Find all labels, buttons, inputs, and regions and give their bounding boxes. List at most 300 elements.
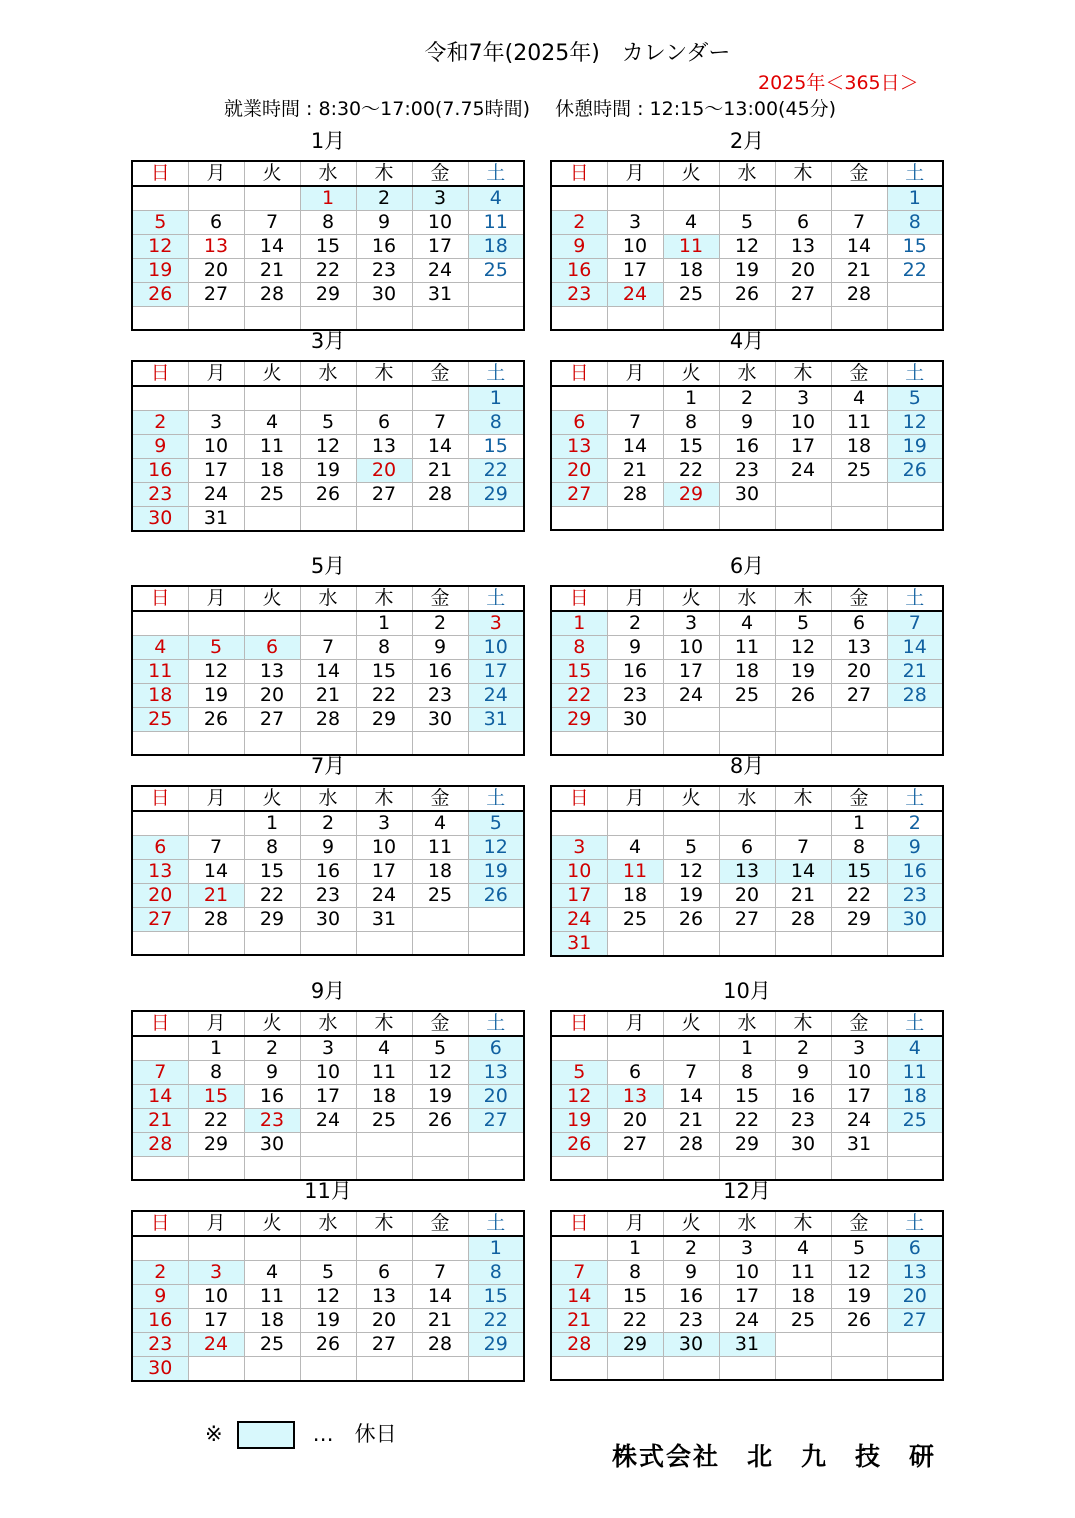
day-cell xyxy=(468,908,524,932)
day-cell: 25 xyxy=(468,259,524,283)
day-cell xyxy=(188,1236,244,1261)
day-cell: 15 xyxy=(468,1285,524,1309)
day-cell xyxy=(775,507,831,531)
weekday-header: 土 xyxy=(468,1211,524,1236)
day-cell: 12 xyxy=(887,411,943,435)
day-cell xyxy=(719,732,775,756)
weekday-header: 月 xyxy=(607,1011,663,1036)
day-cell: 21 xyxy=(607,459,663,483)
day-cell: 28 xyxy=(607,483,663,507)
day-cell xyxy=(244,186,300,211)
day-cell xyxy=(607,1357,663,1381)
day-cell: 10 xyxy=(468,636,524,660)
day-cell: 20 xyxy=(188,259,244,283)
day-cell: 26 xyxy=(132,283,188,307)
day-cell xyxy=(887,507,943,531)
day-cell: 15 xyxy=(663,435,719,459)
day-cell: 25 xyxy=(244,1333,300,1357)
day-cell: 16 xyxy=(607,660,663,684)
day-cell xyxy=(719,507,775,531)
day-cell: 3 xyxy=(188,411,244,435)
weekday-header: 金 xyxy=(831,586,887,611)
day-cell: 19 xyxy=(663,884,719,908)
day-cell: 30 xyxy=(244,1133,300,1157)
day-cell: 23 xyxy=(663,1309,719,1333)
weekday-header: 土 xyxy=(468,1011,524,1036)
day-cell: 6 xyxy=(356,1261,412,1285)
day-cell: 19 xyxy=(300,1309,356,1333)
day-cell xyxy=(300,1357,356,1382)
day-cell: 14 xyxy=(412,435,468,459)
day-cell: 7 xyxy=(663,1061,719,1085)
month-name: 6月 xyxy=(729,554,765,578)
day-cell: 16 xyxy=(132,459,188,483)
day-cell: 7 xyxy=(607,411,663,435)
day-cell xyxy=(831,1157,887,1181)
working-hours: 就業時間 : 8:30～17:00(7.75時間) 休憩時間 : 12:15～13:00(45分) xyxy=(224,98,837,120)
weekday-header: 木 xyxy=(356,786,412,811)
day-cell xyxy=(412,386,468,411)
day-cell: 15 xyxy=(719,1085,775,1109)
day-cell: 8 xyxy=(300,211,356,235)
day-cell: 4 xyxy=(412,811,468,836)
day-cell: 29 xyxy=(356,708,412,732)
day-cell: 23 xyxy=(244,1109,300,1133)
day-cell: 9 xyxy=(887,836,943,860)
weekday-header: 水 xyxy=(719,586,775,611)
day-cell xyxy=(551,1236,607,1261)
day-cell: 9 xyxy=(775,1061,831,1085)
day-cell: 14 xyxy=(132,1085,188,1109)
month-name: 3月 xyxy=(310,329,346,353)
day-cell: 17 xyxy=(412,235,468,259)
day-cell: 12 xyxy=(188,660,244,684)
day-cell: 17 xyxy=(468,660,524,684)
day-cell xyxy=(607,1157,663,1181)
weekday-header: 火 xyxy=(663,586,719,611)
weekday-header: 木 xyxy=(356,361,412,386)
day-cell xyxy=(132,386,188,411)
day-cell xyxy=(244,1157,300,1181)
day-count: 2025年＜365日＞ xyxy=(758,72,919,94)
day-cell: 22 xyxy=(468,459,524,483)
day-cell: 18 xyxy=(663,259,719,283)
weekday-header: 金 xyxy=(412,361,468,386)
month-table xyxy=(131,785,525,956)
day-cell: 7 xyxy=(244,211,300,235)
day-cell: 18 xyxy=(607,884,663,908)
day-cell: 27 xyxy=(775,283,831,307)
day-cell: 22 xyxy=(607,1309,663,1333)
day-cell: 27 xyxy=(887,1309,943,1333)
day-cell: 27 xyxy=(551,483,607,507)
day-cell: 12 xyxy=(663,860,719,884)
day-cell xyxy=(188,307,244,331)
weekday-header: 月 xyxy=(188,786,244,811)
day-cell: 11 xyxy=(663,235,719,259)
day-cell xyxy=(300,386,356,411)
day-cell: 25 xyxy=(775,1309,831,1333)
weekday-header: 土 xyxy=(887,1211,943,1236)
day-cell: 8 xyxy=(663,411,719,435)
day-cell xyxy=(356,507,412,532)
day-cell xyxy=(468,1133,524,1157)
day-cell: 31 xyxy=(412,283,468,307)
weekday-header: 土 xyxy=(468,161,524,186)
day-cell: 17 xyxy=(188,459,244,483)
day-cell: 25 xyxy=(831,459,887,483)
day-cell xyxy=(468,307,524,331)
day-cell xyxy=(188,1357,244,1382)
day-cell: 2 xyxy=(775,1036,831,1061)
day-cell: 12 xyxy=(300,435,356,459)
day-cell: 2 xyxy=(663,1236,719,1261)
day-cell: 19 xyxy=(831,1285,887,1309)
day-cell: 15 xyxy=(551,660,607,684)
weekday-header: 土 xyxy=(887,361,943,386)
day-cell: 7 xyxy=(300,636,356,660)
day-cell: 27 xyxy=(132,908,188,932)
day-cell: 21 xyxy=(663,1109,719,1133)
month-10 xyxy=(550,978,944,1155)
day-cell: 20 xyxy=(887,1285,943,1309)
day-cell xyxy=(132,811,188,836)
day-cell: 21 xyxy=(244,259,300,283)
day-cell: 7 xyxy=(412,411,468,435)
day-cell: 22 xyxy=(887,259,943,283)
day-cell: 25 xyxy=(244,483,300,507)
day-cell: 2 xyxy=(300,811,356,836)
weekday-header: 火 xyxy=(663,786,719,811)
day-cell: 13 xyxy=(244,660,300,684)
day-cell: 18 xyxy=(244,1309,300,1333)
weekday-header: 金 xyxy=(412,586,468,611)
day-cell: 9 xyxy=(300,836,356,860)
day-cell: 22 xyxy=(356,684,412,708)
day-cell: 14 xyxy=(607,435,663,459)
weekday-header: 水 xyxy=(300,786,356,811)
day-cell: 2 xyxy=(887,811,943,836)
month-table xyxy=(550,1210,944,1381)
day-cell: 22 xyxy=(188,1109,244,1133)
day-cell: 20 xyxy=(132,884,188,908)
day-cell xyxy=(244,507,300,532)
day-cell: 6 xyxy=(607,1061,663,1085)
day-cell: 20 xyxy=(719,884,775,908)
day-cell: 14 xyxy=(551,1285,607,1309)
day-cell: 17 xyxy=(356,860,412,884)
weekday-header: 日 xyxy=(132,586,188,611)
day-cell xyxy=(719,1157,775,1181)
day-cell xyxy=(132,932,188,956)
day-cell: 11 xyxy=(607,860,663,884)
day-cell: 28 xyxy=(775,908,831,932)
day-cell xyxy=(300,1133,356,1157)
day-cell: 30 xyxy=(412,708,468,732)
month-11 xyxy=(131,1178,525,1379)
day-cell: 12 xyxy=(412,1061,468,1085)
day-cell: 13 xyxy=(887,1261,943,1285)
day-cell xyxy=(300,611,356,636)
day-cell: 30 xyxy=(887,908,943,932)
day-cell: 4 xyxy=(831,386,887,411)
day-cell: 3 xyxy=(775,386,831,411)
month-table xyxy=(550,360,944,531)
day-cell: 10 xyxy=(831,1061,887,1085)
day-cell: 21 xyxy=(831,259,887,283)
day-cell: 26 xyxy=(300,483,356,507)
day-cell: 6 xyxy=(356,411,412,435)
day-cell: 4 xyxy=(663,211,719,235)
day-cell xyxy=(356,1133,412,1157)
day-cell xyxy=(356,1357,412,1382)
day-cell: 31 xyxy=(468,708,524,732)
weekday-header: 月 xyxy=(607,161,663,186)
page-title: 令和7年(2025年) カレンダー xyxy=(424,41,731,66)
day-cell: 24 xyxy=(831,1109,887,1133)
weekday-header: 日 xyxy=(132,1211,188,1236)
day-cell: 13 xyxy=(356,1285,412,1309)
day-cell: 9 xyxy=(132,1285,188,1309)
day-cell xyxy=(775,1357,831,1381)
day-cell: 4 xyxy=(775,1236,831,1261)
day-cell: 16 xyxy=(663,1285,719,1309)
day-cell xyxy=(887,732,943,756)
day-cell xyxy=(831,732,887,756)
day-cell: 28 xyxy=(551,1333,607,1357)
weekday-header: 木 xyxy=(775,786,831,811)
day-cell: 6 xyxy=(132,836,188,860)
day-cell: 18 xyxy=(887,1085,943,1109)
day-cell: 5 xyxy=(887,386,943,411)
day-cell: 26 xyxy=(663,908,719,932)
day-cell: 24 xyxy=(663,684,719,708)
day-cell xyxy=(663,1357,719,1381)
month-7 xyxy=(131,753,525,930)
weekday-header: 土 xyxy=(468,586,524,611)
day-cell: 10 xyxy=(412,211,468,235)
weekday-header: 水 xyxy=(300,586,356,611)
weekday-header: 水 xyxy=(719,361,775,386)
day-cell xyxy=(132,1157,188,1181)
day-cell: 3 xyxy=(188,1261,244,1285)
day-cell: 4 xyxy=(132,636,188,660)
day-cell: 1 xyxy=(663,386,719,411)
day-cell: 14 xyxy=(412,1285,468,1309)
day-cell: 29 xyxy=(468,1333,524,1357)
day-cell: 12 xyxy=(831,1261,887,1285)
day-cell xyxy=(132,186,188,211)
day-cell xyxy=(300,1157,356,1181)
day-cell xyxy=(663,732,719,756)
day-cell: 23 xyxy=(887,884,943,908)
day-cell: 24 xyxy=(300,1109,356,1133)
day-cell xyxy=(831,1357,887,1381)
day-cell: 31 xyxy=(188,507,244,532)
day-cell xyxy=(188,932,244,956)
day-cell: 21 xyxy=(412,459,468,483)
day-cell: 23 xyxy=(300,884,356,908)
weekday-header: 火 xyxy=(244,361,300,386)
day-cell: 9 xyxy=(132,435,188,459)
day-cell: 14 xyxy=(887,636,943,660)
day-cell: 23 xyxy=(412,684,468,708)
day-cell: 5 xyxy=(775,611,831,636)
day-cell: 16 xyxy=(775,1085,831,1109)
day-cell xyxy=(551,732,607,756)
weekday-header: 日 xyxy=(132,161,188,186)
day-cell: 3 xyxy=(551,836,607,860)
day-cell: 11 xyxy=(132,660,188,684)
day-cell xyxy=(244,932,300,956)
day-cell: 16 xyxy=(412,660,468,684)
day-cell: 21 xyxy=(775,884,831,908)
day-cell: 10 xyxy=(551,860,607,884)
day-cell: 1 xyxy=(300,186,356,211)
weekday-header: 土 xyxy=(887,161,943,186)
day-cell: 29 xyxy=(300,283,356,307)
month-table xyxy=(550,585,944,756)
day-cell: 1 xyxy=(551,611,607,636)
day-cell: 15 xyxy=(468,435,524,459)
day-cell: 28 xyxy=(663,1133,719,1157)
day-cell: 3 xyxy=(607,211,663,235)
day-cell: 5 xyxy=(132,211,188,235)
day-cell: 10 xyxy=(719,1261,775,1285)
day-cell: 11 xyxy=(887,1061,943,1085)
day-cell: 20 xyxy=(831,660,887,684)
day-cell xyxy=(412,1236,468,1261)
month-name: 8月 xyxy=(729,754,765,778)
day-cell: 4 xyxy=(887,1036,943,1061)
day-cell: 14 xyxy=(300,660,356,684)
day-cell xyxy=(244,732,300,756)
day-cell: 30 xyxy=(719,483,775,507)
weekday-header: 金 xyxy=(831,361,887,386)
day-cell: 17 xyxy=(775,435,831,459)
day-cell: 21 xyxy=(300,684,356,708)
day-cell xyxy=(468,732,524,756)
day-cell: 7 xyxy=(887,611,943,636)
day-cell: 3 xyxy=(719,1236,775,1261)
day-cell: 8 xyxy=(356,636,412,660)
day-cell xyxy=(412,908,468,932)
day-cell: 28 xyxy=(831,283,887,307)
weekday-header: 金 xyxy=(412,161,468,186)
day-cell xyxy=(607,186,663,211)
day-cell: 9 xyxy=(244,1061,300,1085)
day-cell: 10 xyxy=(300,1061,356,1085)
day-cell xyxy=(132,1236,188,1261)
month-name: 4月 xyxy=(729,329,765,353)
weekday-header: 土 xyxy=(887,1011,943,1036)
day-cell: 16 xyxy=(719,435,775,459)
day-cell: 17 xyxy=(607,259,663,283)
day-cell: 11 xyxy=(412,836,468,860)
day-cell: 17 xyxy=(719,1285,775,1309)
day-cell xyxy=(188,811,244,836)
weekday-header: 木 xyxy=(775,1211,831,1236)
weekday-header: 火 xyxy=(663,361,719,386)
day-cell: 20 xyxy=(356,1309,412,1333)
weekday-header: 金 xyxy=(412,786,468,811)
weekday-header: 火 xyxy=(244,161,300,186)
weekday-header: 月 xyxy=(188,586,244,611)
day-cell: 17 xyxy=(188,1309,244,1333)
day-cell: 7 xyxy=(412,1261,468,1285)
day-cell: 27 xyxy=(356,483,412,507)
day-cell: 15 xyxy=(244,860,300,884)
day-cell xyxy=(356,732,412,756)
day-cell xyxy=(831,507,887,531)
day-cell: 3 xyxy=(412,186,468,211)
day-cell: 28 xyxy=(188,908,244,932)
day-cell xyxy=(663,932,719,957)
weekday-header: 月 xyxy=(607,1211,663,1236)
day-cell: 23 xyxy=(132,1333,188,1357)
day-cell: 5 xyxy=(300,1261,356,1285)
day-cell: 6 xyxy=(551,411,607,435)
day-cell: 29 xyxy=(831,908,887,932)
month-name: 7月 xyxy=(310,754,346,778)
day-cell: 16 xyxy=(244,1085,300,1109)
month-table xyxy=(131,1010,525,1181)
day-cell xyxy=(663,1157,719,1181)
day-cell: 2 xyxy=(607,611,663,636)
day-cell xyxy=(887,1357,943,1381)
month-table xyxy=(131,585,525,756)
day-cell xyxy=(412,507,468,532)
day-cell xyxy=(412,1133,468,1157)
day-cell: 15 xyxy=(887,235,943,259)
day-cell xyxy=(831,307,887,331)
month-table xyxy=(131,360,525,532)
day-cell: 18 xyxy=(244,459,300,483)
day-cell xyxy=(719,932,775,957)
day-cell: 8 xyxy=(244,836,300,860)
day-cell xyxy=(719,307,775,331)
day-cell xyxy=(244,611,300,636)
day-cell: 23 xyxy=(719,459,775,483)
day-cell xyxy=(607,932,663,957)
month-name: 12月 xyxy=(723,1179,771,1203)
day-cell: 19 xyxy=(775,660,831,684)
day-cell: 24 xyxy=(188,483,244,507)
day-cell: 10 xyxy=(188,1285,244,1309)
day-cell: 14 xyxy=(831,235,887,259)
weekday-header: 水 xyxy=(300,1011,356,1036)
month-name: 10月 xyxy=(723,979,771,1003)
day-cell: 26 xyxy=(468,884,524,908)
day-cell xyxy=(468,1357,524,1382)
weekday-header: 火 xyxy=(663,161,719,186)
day-cell: 3 xyxy=(663,611,719,636)
day-cell xyxy=(188,732,244,756)
weekday-header: 日 xyxy=(551,361,607,386)
day-cell: 16 xyxy=(887,860,943,884)
day-cell xyxy=(831,1333,887,1357)
month-12 xyxy=(550,1178,944,1355)
day-cell: 1 xyxy=(468,1236,524,1261)
day-cell: 5 xyxy=(663,836,719,860)
day-cell: 29 xyxy=(719,1133,775,1157)
weekday-header: 金 xyxy=(831,161,887,186)
month-1 xyxy=(131,128,525,305)
weekday-header: 月 xyxy=(188,161,244,186)
day-cell: 23 xyxy=(551,283,607,307)
weekday-header: 日 xyxy=(551,786,607,811)
day-cell: 25 xyxy=(663,283,719,307)
